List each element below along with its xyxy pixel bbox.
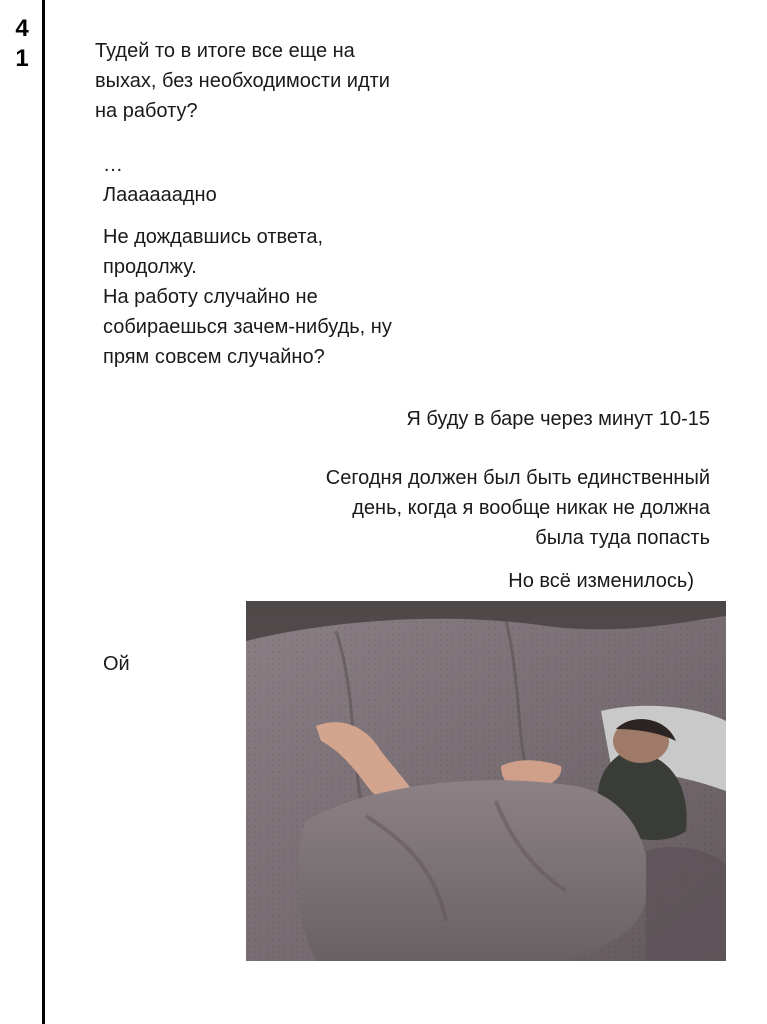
message-line: прям совсем случайно? bbox=[103, 346, 325, 368]
message-question-weekend bbox=[95, 36, 390, 126]
message-line: Тудей то в итоге все еще на bbox=[95, 40, 355, 62]
message-line: … bbox=[103, 154, 123, 176]
message-oops bbox=[103, 649, 130, 679]
message-line: продолжу. bbox=[103, 256, 197, 278]
message-continue bbox=[103, 222, 392, 372]
message-bar-reply bbox=[406, 404, 710, 434]
message-line: выхах, без необходимости идти bbox=[95, 70, 390, 92]
vertical-divider bbox=[42, 0, 45, 1024]
photo-illustration bbox=[246, 601, 726, 961]
message-line: собираешься зачем-нибудь, ну bbox=[103, 316, 392, 338]
message-line: была туда попасть bbox=[535, 527, 710, 549]
message-line: Но всё изменилось) bbox=[508, 570, 694, 592]
message-line: Я буду в баре через минут 10-15 bbox=[406, 408, 710, 430]
message-line: Лааааaадно bbox=[103, 184, 217, 206]
message-line: На работу случайно не bbox=[103, 286, 318, 308]
message-line: Не дождавшись ответа, bbox=[103, 226, 323, 248]
page-number bbox=[10, 14, 34, 74]
message-line: Ой bbox=[103, 653, 130, 675]
page-number-digit-2: 1 bbox=[15, 45, 29, 72]
message-day-off bbox=[326, 463, 710, 553]
message-line: Сегодня должен был быть единственный bbox=[325, 467, 710, 489]
page-number-digit-1: 4 bbox=[15, 15, 29, 42]
duvet bbox=[297, 780, 648, 961]
message-ellipsis bbox=[103, 150, 217, 210]
photo-sleeping-under-blanket bbox=[246, 601, 726, 961]
message-changed bbox=[508, 566, 694, 596]
message-line: на работу? bbox=[95, 100, 198, 122]
message-line: день, когда я вообще никак не должна bbox=[352, 497, 710, 519]
